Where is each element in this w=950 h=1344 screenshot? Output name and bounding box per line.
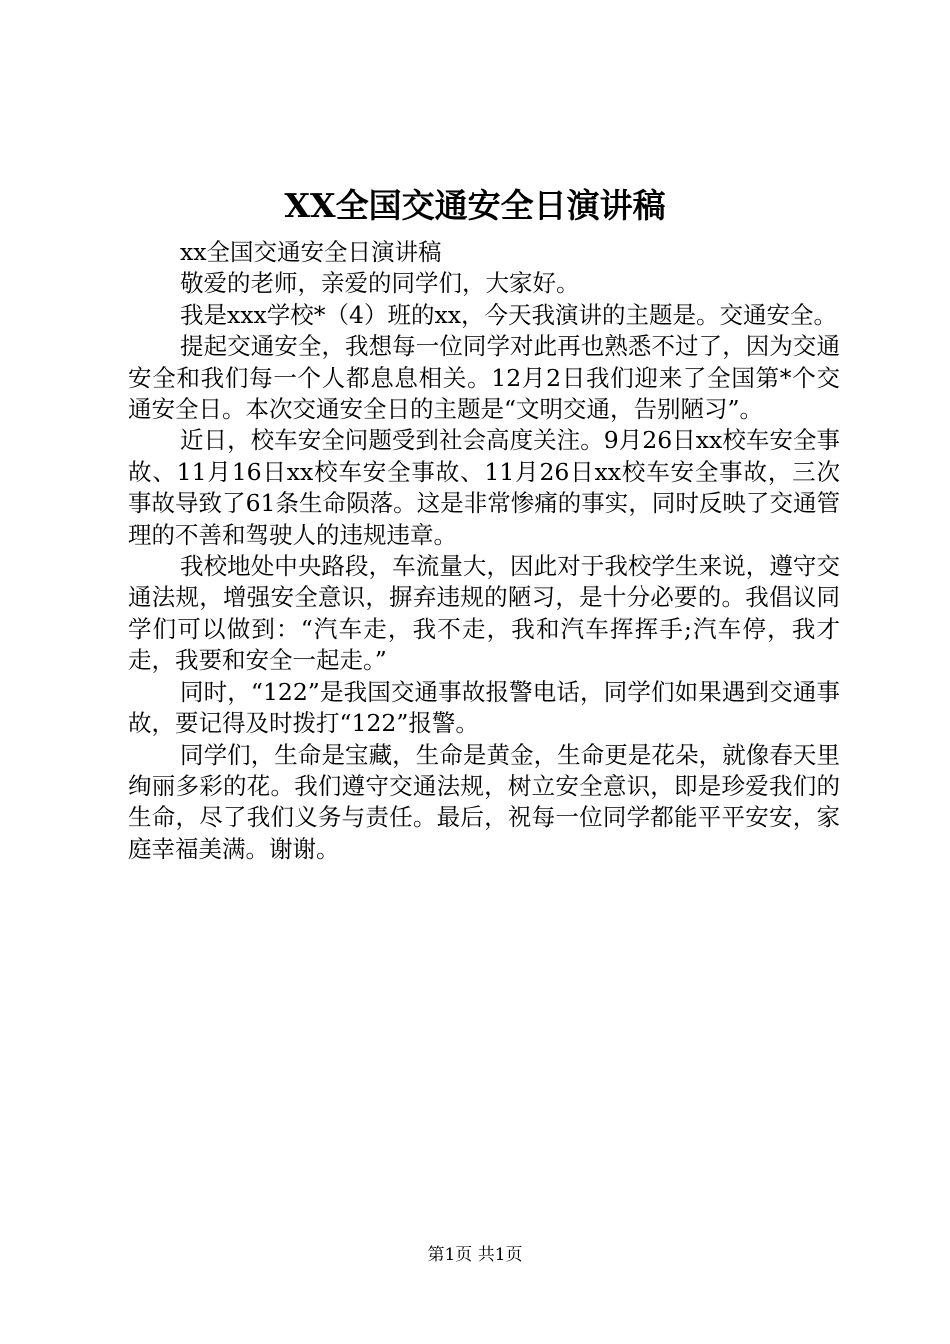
paragraph-emergency-number: 同时，“122”是我国交通事故报警电话，同学们如果遇到交通事故，要记得及时拨打“122”报警。 (128, 677, 840, 738)
paragraph-greeting: 敬爱的老师，亲爱的同学们，大家好。 (180, 269, 580, 298)
document-body (128, 237, 840, 865)
paragraph-heading-repeat: xx全国交通安全日演讲稿 (180, 238, 442, 266)
document-title: XX全国交通安全日演讲稿 (284, 186, 666, 225)
page-number-footer: 第1页 共1页 (427, 1245, 523, 1265)
paragraph-safety-day: 提起交通安全，我想每一位同学对此再也熟悉不过了，因为交通安全和我们每一个人都息息相关。12月2日我们迎来了全国第*个交通安全日。本次交通安全日的主题是“文明交通，告别陋习”。 (128, 332, 840, 424)
paragraph-school-location: 我校地处中央路段，车流量大，因此对于我校学生来说，遵守交通法规，增强安全意识，摒弃违规的陋习，是十分必要的。我倡议同学们可以做到：“汽车走，我不走，我和汽车挥挥手;汽车停，我才走，我要和安全一起走。” (128, 552, 840, 675)
paragraph-conclusion: 同学们，生命是宝藏，生命是黄金，生命更是花朵，就像春天里绚丽多彩的花。我们遵守交通法规，树立安全意识，即是珍爱我们的生命，尽了我们义务与责任。最后，祝每一位同学都能平平安安，家庭幸福美满。谢谢。 (128, 740, 840, 863)
paragraph-school-bus-accidents: 近日，校车安全问题受到社会高度关注。9月26日xx校车安全事故、11月16日xx校车安全事故、11月26日xx校车安全事故，三次事故导致了61条生命陨落。这是非常惨痛的事实，同时反映了交通管理的不善和驾驶人的违规违章。 (128, 426, 840, 549)
paragraph-introduction: 我是xxx学校*（4）班的xx，今天我演讲的主题是。交通安全。 (180, 300, 837, 329)
